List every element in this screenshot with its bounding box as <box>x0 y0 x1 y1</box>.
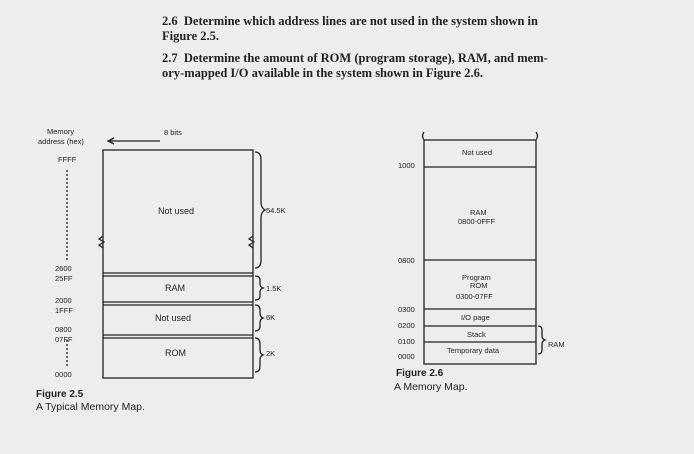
address-1fff: 1FFF <box>55 306 73 315</box>
address-0800: 0800 <box>398 256 415 265</box>
question-text-line-2: Figure 2.5. <box>162 29 220 43</box>
region-rom-label: ROM <box>470 281 488 290</box>
address-25ff: 25FF <box>55 274 73 283</box>
address-1000: 1000 <box>398 161 415 170</box>
figure-2-6-caption-number: Figure 2.6 <box>396 368 444 379</box>
figure-2-5-caption-title: A Typical Memory Map. <box>36 401 145 413</box>
question-text-line-2: ory-mapped I/O available in the system shown in Figure 2.6. <box>162 66 483 80</box>
address-0800: 0800 <box>55 325 72 334</box>
size-1-5k: 1.5K <box>266 284 282 293</box>
question-number: 2.7 <box>162 51 178 65</box>
memory-box <box>103 150 253 378</box>
region-not-used-mid: Not used <box>155 313 192 323</box>
address-0000: 0000 <box>55 370 72 379</box>
figure-2-5-caption-number: Figure 2.5 <box>36 389 84 400</box>
size-6k: 6K <box>266 313 276 322</box>
region-ram: RAM <box>165 283 185 293</box>
address-2600: 2600 <box>55 264 72 273</box>
address-0000: 0000 <box>398 352 415 361</box>
address-07ff: 07FF <box>55 335 73 344</box>
size-54-5k: 54.5K <box>266 206 286 215</box>
region-temporary-data: Temporary data <box>447 346 500 355</box>
question-number: 2.6 <box>162 14 178 28</box>
address-0100: 0100 <box>398 337 415 346</box>
figure-2-6-caption-title: A Memory Map. <box>394 381 468 393</box>
region-program-label: Program <box>462 273 491 282</box>
question-text-line-1: Determine the amount of ROM (program storage), RAM, and mem- <box>183 51 548 65</box>
question-text-line-1: Determine which address lines are not used in the system shown in <box>183 14 538 28</box>
address-0200: 0200 <box>398 321 415 330</box>
region-not-used: Not used <box>462 148 493 157</box>
width-label: 8 bits <box>164 128 182 137</box>
region-stack: Stack <box>467 330 486 339</box>
region-ram-label: RAM <box>470 208 487 217</box>
address-label-line-1: Memory <box>47 127 75 136</box>
region-rom-range: 0300-07FF <box>456 292 493 301</box>
ram-brace-label: RAM <box>548 340 565 349</box>
address-ffff: FFFF <box>58 155 77 164</box>
size-2k: 2K <box>266 349 276 358</box>
address-label-line-2: address (hex) <box>38 137 84 146</box>
region-io-page: I/O page <box>461 313 490 322</box>
region-rom: ROM <box>165 348 186 358</box>
address-0300: 0300 <box>398 305 415 314</box>
region-not-used-top: Not used <box>158 206 195 216</box>
address-2000: 2000 <box>55 296 72 305</box>
region-ram-range: 0800-0FFF <box>458 217 496 226</box>
